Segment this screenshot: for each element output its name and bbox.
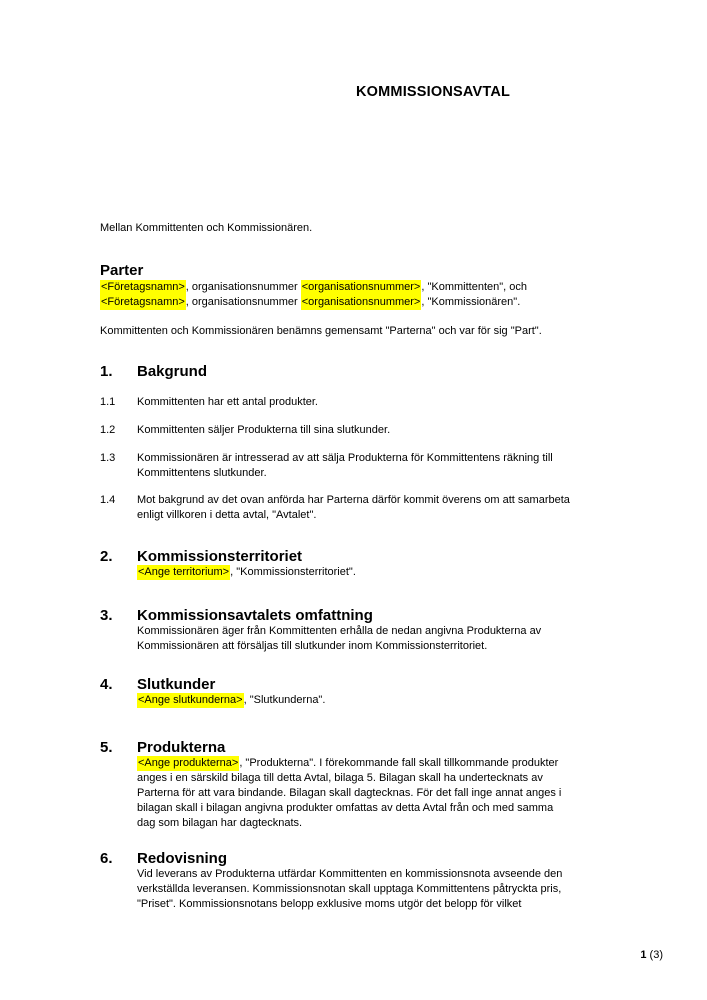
text-after-placeholder: , "Slutkunderna". (243, 694, 326, 706)
text-line: Kommittentens slutkunder. (137, 467, 267, 479)
section-heading: Bakgrund (137, 363, 208, 380)
clause-number: 1.4 (100, 494, 116, 506)
customers-placeholder: <Ange slutkunderna> (138, 694, 243, 706)
section-4-header (100, 677, 215, 692)
parter-line-1-mid: , organisationsnummer (185, 281, 301, 293)
section-2-body (137, 565, 356, 580)
parter-line-1-tail: , "Kommittenten", och (421, 281, 527, 293)
text-after-placeholder: , "Produkterna". I förekommande fall skall tillkommande produkter (239, 757, 559, 769)
text-line: verkställda leveransen. Kommissionsnotan skall upptaga Kommittentens påtryckta pris, (137, 883, 562, 895)
text-after-placeholder: , "Kommissionsterritoriet". (230, 566, 356, 578)
text-line: Kommissionären är intresserad av att sälja Produkterna för Kommittentens räkning till (137, 452, 553, 464)
intro-line: Mellan Kommittenten och Kommissionären. (100, 222, 313, 234)
orgnr-placeholder: <organisationsnummer> (301, 281, 421, 293)
clause-number: 1.2 (100, 424, 116, 436)
text-line: "Priset". Kommissionsnotans belopp exklusive moms utgör det belopp för vilket (137, 898, 522, 910)
clause-text (137, 451, 553, 481)
text-line: enligt villkoren i detta avtal, "Avtalet". (137, 509, 317, 521)
territory-placeholder: <Ange territorium> (138, 566, 230, 578)
section-3-body (137, 624, 541, 654)
section-2-header (100, 549, 302, 564)
section-heading: Produkterna (137, 739, 226, 756)
section-4-body (137, 693, 325, 708)
clause-number: 1.3 (100, 452, 116, 464)
text-line: Kommittenten säljer Produkterna till sina slutkunder. (137, 424, 391, 436)
clause-text (137, 423, 390, 438)
parter-line-2 (100, 295, 520, 310)
section-heading: Slutkunder (137, 676, 216, 693)
clause-1-2 (100, 423, 390, 438)
text-line: Kommissionären äger från Kommittenten erhålla de nedan angivna Produkterna av (137, 625, 542, 637)
clause-text (137, 493, 570, 523)
total-pages: (3) (649, 949, 663, 961)
text-line: Kommittenten har ett antal produkter. (137, 396, 318, 408)
text-line (137, 693, 325, 708)
parter-line-2-tail: , "Kommissionären". (421, 296, 521, 308)
text-line (137, 756, 561, 771)
text-line: bilagan skall i bilagan angivna produkter omfattas av detta Avtal från och med samma (137, 802, 554, 814)
clause-number: 1.1 (100, 396, 116, 408)
clause-1-4 (100, 493, 570, 523)
clause-1-1 (100, 395, 318, 410)
section-6-body (137, 867, 562, 912)
section-3-header (100, 608, 373, 623)
clause-1-3 (100, 451, 553, 481)
section-6-header (100, 851, 227, 866)
text-line: Kommissionären att försäljas till slutkunder inom Kommissionsterritoriet. (137, 640, 488, 652)
section-5-header (100, 740, 225, 755)
parter-line-2-mid: , organisationsnummer (185, 296, 301, 308)
section-number: 3. (100, 607, 113, 624)
orgnr-placeholder: <organisationsnummer> (301, 296, 421, 308)
section-number: 4. (100, 676, 113, 693)
section-heading: Kommissionsavtalets omfattning (137, 607, 373, 624)
text-line: anges i en särskild bilaga till detta Avtal, bilaga 5. Bilagan skall ha undertecknats av (137, 772, 543, 784)
parter-heading: Parter (100, 262, 144, 279)
company-name-placeholder: <Företagsnamn> (101, 296, 185, 308)
document-title: KOMMISSIONSAVTAL (356, 84, 511, 100)
section-number: 5. (100, 739, 113, 756)
section-number: 6. (100, 850, 113, 867)
products-placeholder: <Ange produkterna> (138, 757, 239, 769)
company-name-placeholder: <Företagsnamn> (101, 281, 185, 293)
text-line (137, 565, 356, 580)
clause-text (137, 395, 318, 410)
parter-line-1 (100, 280, 527, 295)
text-line: Vid leverans av Produkterna utfärdar Kommittenten en kommissionsnota avseende den (137, 868, 563, 880)
text-line: Parterna för att vara bindande. Bilagan skall dagtecknas. För det fall inge annat anges i (137, 787, 562, 799)
page-number-footer (560, 948, 663, 963)
section-heading: Redovisning (137, 850, 228, 867)
section-heading: Kommissionsterritoriet (137, 548, 303, 565)
section-1-header (100, 364, 207, 379)
text-line: Mot bakgrund av det ovan anförda har Parterna därför kommit överens om att samarbeta (137, 494, 570, 506)
section-number: 1. (100, 363, 113, 380)
current-page-number: 1 (640, 949, 647, 961)
text-line: dag som bilagan har dagtecknats. (137, 817, 303, 829)
section-5-body (137, 756, 561, 831)
section-number: 2. (100, 548, 113, 565)
parter-note: Kommittenten och Kommissionären benämns gemensamt "Parterna" och var för sig "Part". (100, 325, 542, 337)
